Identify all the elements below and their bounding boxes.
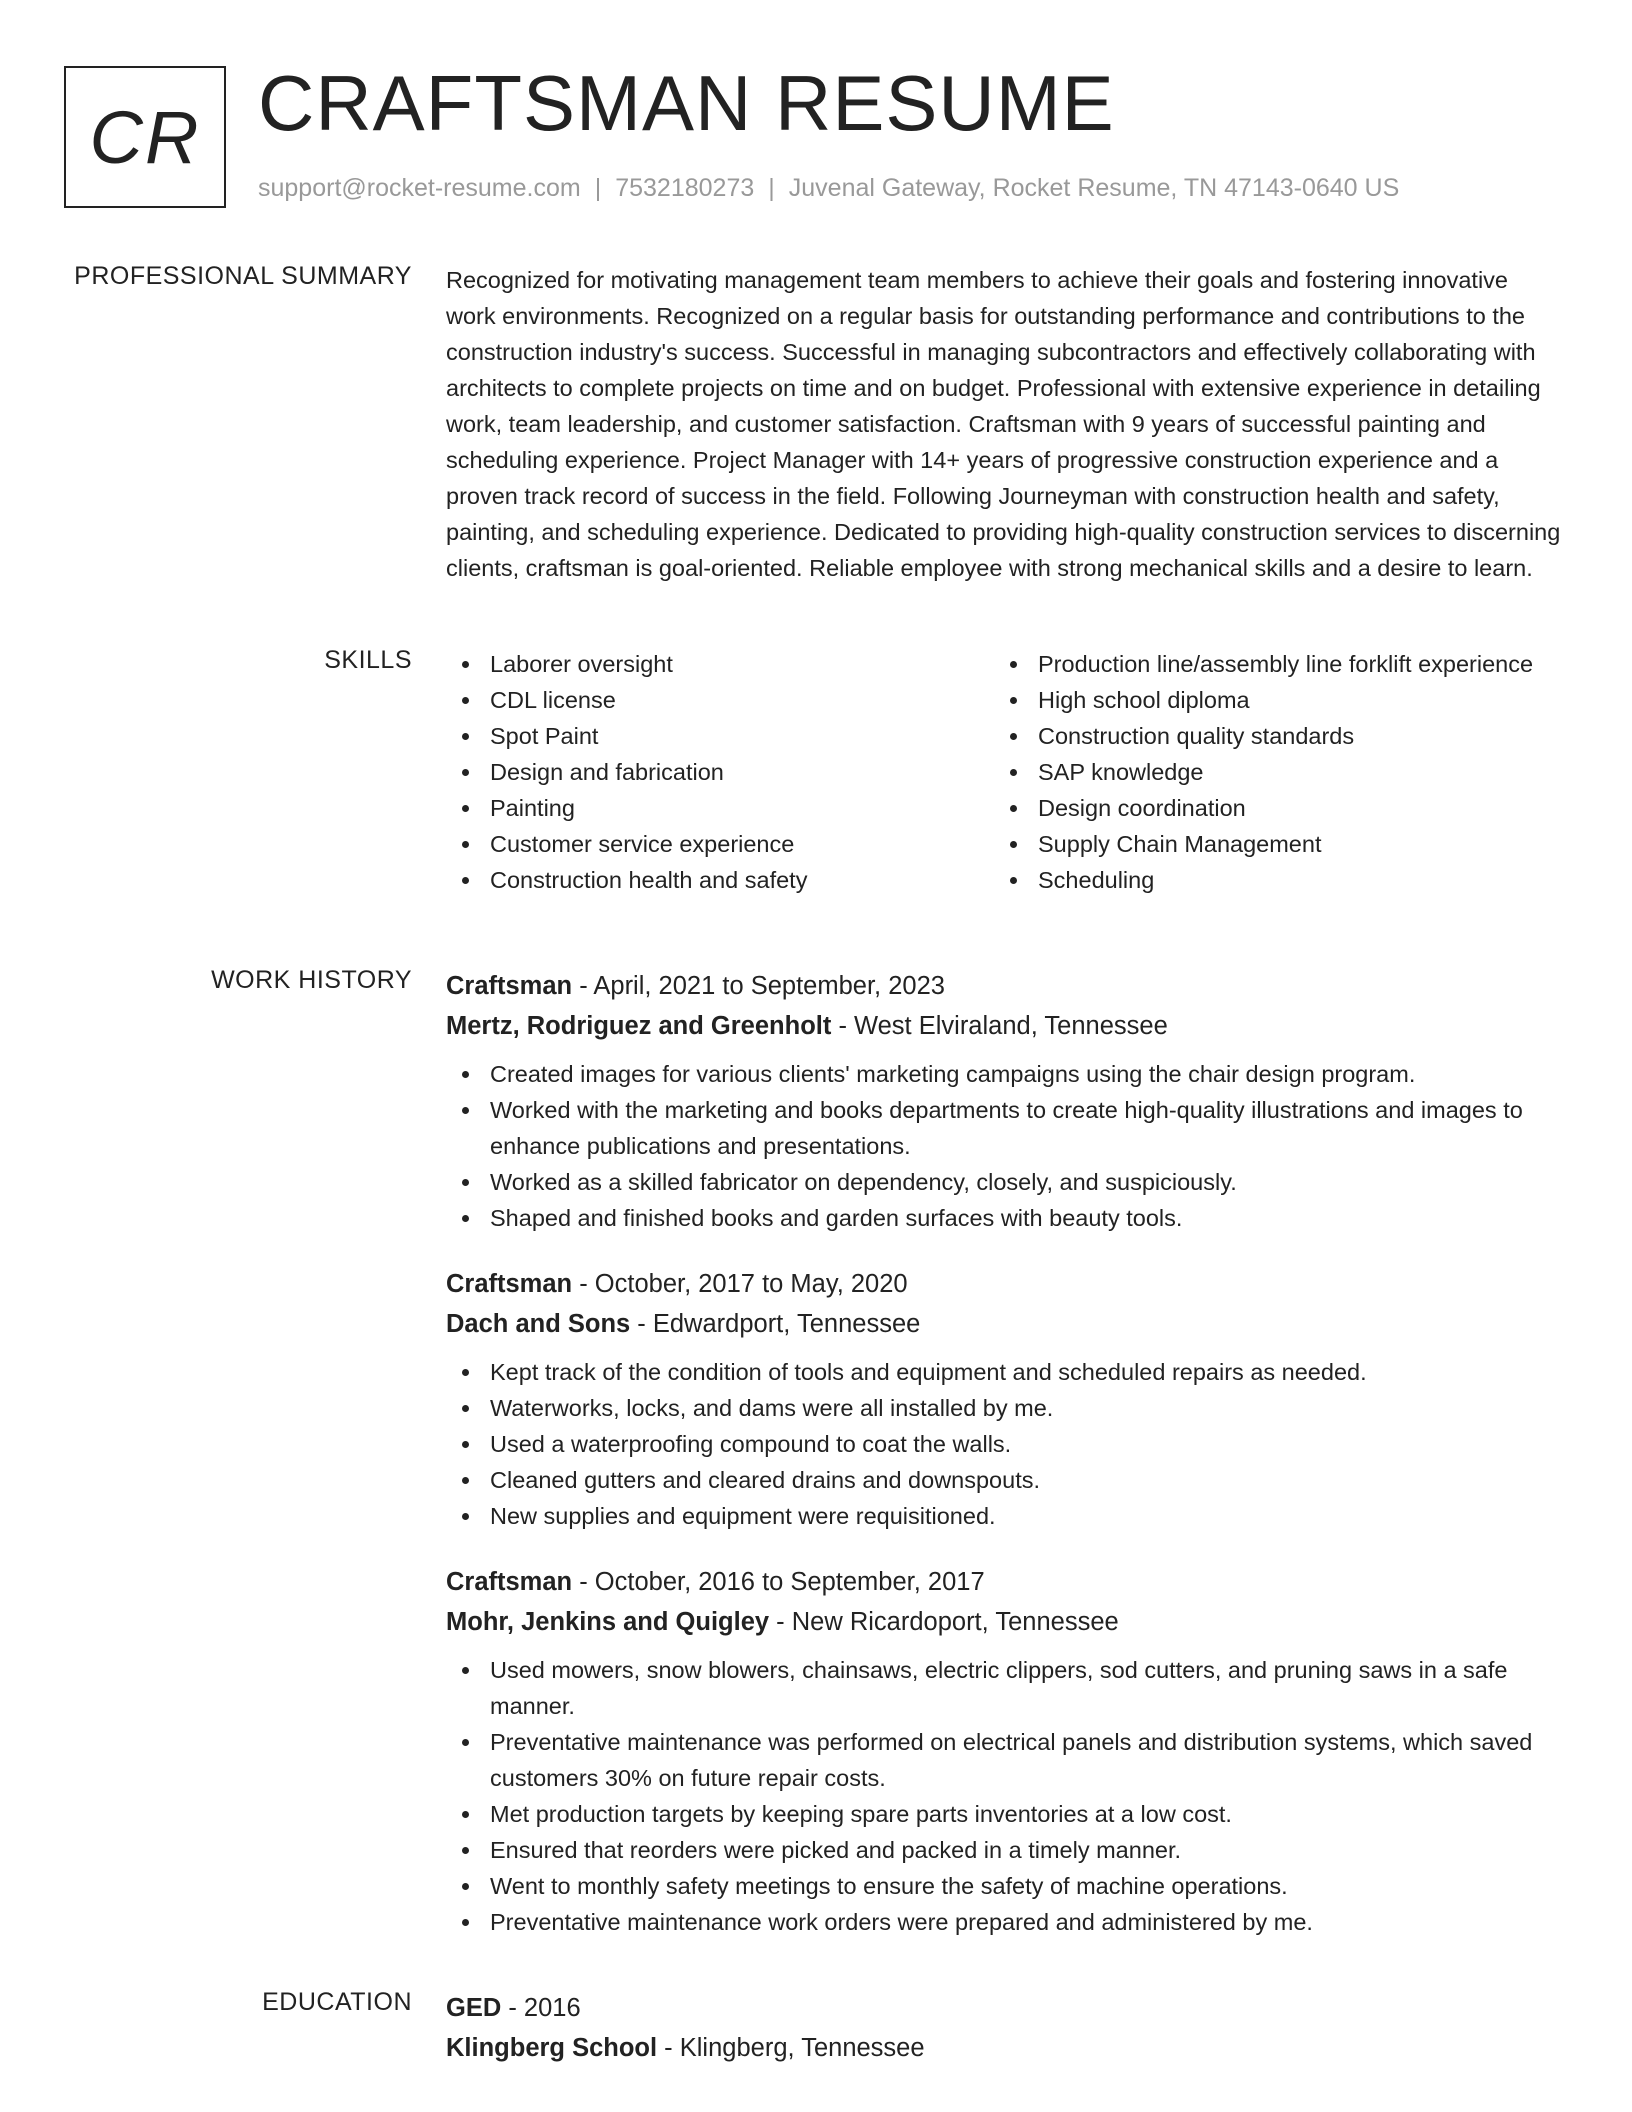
- section-label-summary: PROFESSIONAL SUMMARY: [74, 262, 412, 290]
- skill-item: Laborer oversight: [446, 646, 994, 682]
- skill-item: Scheduling: [994, 862, 1542, 898]
- job-company-line: [446, 1602, 1562, 1642]
- job-bullet: Preventative maintenance was performed on electrical panels and distribution systems, which saved customers 30% on future repair costs.: [446, 1724, 1562, 1796]
- job-title: Craftsman: [446, 1568, 573, 1596]
- education-year: - 2016: [501, 1994, 581, 2022]
- contact-address: Juvenal Gateway, Rocket Resume, TN 47143-0640 US: [788, 174, 1400, 202]
- skills-column-left: [446, 646, 994, 898]
- job-bullet: Used a waterproofing compound to coat the walls.: [446, 1426, 1562, 1462]
- job-title-line: [446, 1264, 1562, 1304]
- job-entry: [446, 966, 1562, 1236]
- monogram-logo: CR: [64, 66, 226, 208]
- job-bullet: Preventative maintenance work orders were prepared and administered by me.: [446, 1904, 1562, 1940]
- job-title: Craftsman: [446, 972, 573, 1000]
- job-bullet: Ensured that reorders were picked and packed in a timely manner.: [446, 1832, 1562, 1868]
- job-bullet: Worked with the marketing and books departments to create high-quality illustrations and images to enhance publications and presentations.: [446, 1092, 1562, 1164]
- job-company: Mertz, Rodriguez and Greenholt: [446, 1012, 832, 1040]
- job-bullet: New supplies and equipment were requisitioned.: [446, 1498, 1562, 1534]
- job-title-line: [446, 1562, 1562, 1602]
- skill-item: SAP knowledge: [994, 754, 1542, 790]
- resume-header: [64, 59, 1584, 210]
- job-entry: [446, 1562, 1562, 1940]
- job-location: - Edwardport, Tennessee: [630, 1310, 921, 1338]
- work-history-body: [446, 966, 1562, 1968]
- job-dates: - October, 2017 to May, 2020: [572, 1270, 908, 1298]
- contact-separator: |: [768, 174, 775, 202]
- job-bullet: Used mowers, snow blowers, chainsaws, electric clippers, sod cutters, and pruning saws in a safe manner.: [446, 1652, 1562, 1724]
- job-dates: - April, 2021 to September, 2023: [572, 972, 945, 1000]
- job-bullet: Cleaned gutters and cleared drains and downspouts.: [446, 1462, 1562, 1498]
- job-bullet: Went to monthly safety meetings to ensure the safety of machine operations.: [446, 1868, 1562, 1904]
- skill-item: Painting: [446, 790, 994, 826]
- skills-body: [446, 646, 1562, 898]
- job-entry: [446, 1264, 1562, 1534]
- education-location: - Klingberg, Tennessee: [657, 2034, 925, 2062]
- section-label-work-history: WORK HISTORY: [211, 966, 412, 994]
- skill-item: Customer service experience: [446, 826, 994, 862]
- job-bullet: Met production targets by keeping spare parts inventories at a low cost.: [446, 1796, 1562, 1832]
- section-label-skills: SKILLS: [324, 646, 412, 674]
- job-bullets: [446, 1354, 1562, 1534]
- education-body: [446, 1988, 1562, 2068]
- skill-item: Design and fabrication: [446, 754, 994, 790]
- candidate-name: CRAFTSMAN RESUME: [258, 59, 1115, 147]
- job-title: Craftsman: [446, 1270, 573, 1298]
- contact-separator: |: [594, 174, 602, 202]
- summary-text: Recognized for motivating management team members to achieve their goals and fostering innovative work environments. Recognized on a regular basis for outstanding performance and contributions to the construction industry's success. Successful in managing subcontractors and effectively collaborating with architects to complete projects on time and on budget. Professional with extensive experience in detailing work, team leadership, and customer satisfaction. Craftsman with 9 years of successful painting and scheduling experience. Project Manager with 14+ years of progressive construction experience and a proven track record of success in the field. Following Journeyman with construction health and safety, painting, and scheduling experience. Dedicated to providing high-quality construction services to discerning clients, craftsman is goal-oriented. Reliable employee with strong mechanical skills and a desire to learn.: [446, 267, 1561, 581]
- skill-item: Spot Paint: [446, 718, 994, 754]
- job-bullets: [446, 1652, 1562, 1940]
- job-dates: - October, 2016 to September, 2017: [572, 1568, 985, 1596]
- job-company: Mohr, Jenkins and Quigley: [446, 1608, 770, 1636]
- job-bullet: Worked as a skilled fabricator on dependency, closely, and suspiciously.: [446, 1164, 1562, 1200]
- education-degree: GED: [446, 1994, 502, 2022]
- job-bullet: Shaped and finished books and garden surfaces with beauty tools.: [446, 1200, 1562, 1236]
- education-school-line: [446, 2028, 1562, 2068]
- job-location: - New Ricardoport, Tennessee: [769, 1608, 1119, 1636]
- education-school: Klingberg School: [446, 2034, 658, 2062]
- job-company-line: [446, 1304, 1562, 1344]
- contact-email: support@rocket-resume.com: [258, 174, 581, 202]
- job-bullet: Kept track of the condition of tools and equipment and scheduled repairs as needed.: [446, 1354, 1562, 1390]
- skill-item: Construction health and safety: [446, 862, 994, 898]
- job-location: - West Elviraland, Tennessee: [831, 1012, 1168, 1040]
- contact-line: [258, 174, 1399, 203]
- job-title-line: [446, 966, 1562, 1006]
- job-bullet: Waterworks, locks, and dams were all installed by me.: [446, 1390, 1562, 1426]
- skill-item: Production line/assembly line forklift experience: [994, 646, 1542, 682]
- contact-phone: 7532180273: [615, 174, 755, 202]
- education-degree-line: [446, 1988, 1562, 2028]
- job-company: Dach and Sons: [446, 1310, 631, 1338]
- skill-item: Supply Chain Management: [994, 826, 1542, 862]
- skill-item: Construction quality standards: [994, 718, 1542, 754]
- skills-column-right: [994, 646, 1542, 898]
- skill-item: High school diploma: [994, 682, 1542, 718]
- job-bullet: Created images for various clients' marketing campaigns using the chair design program.: [446, 1056, 1562, 1092]
- skill-item: Design coordination: [994, 790, 1542, 826]
- section-label-education: EDUCATION: [262, 1988, 412, 2016]
- job-company-line: [446, 1006, 1562, 1046]
- job-bullets: [446, 1056, 1562, 1236]
- skill-item: CDL license: [446, 682, 994, 718]
